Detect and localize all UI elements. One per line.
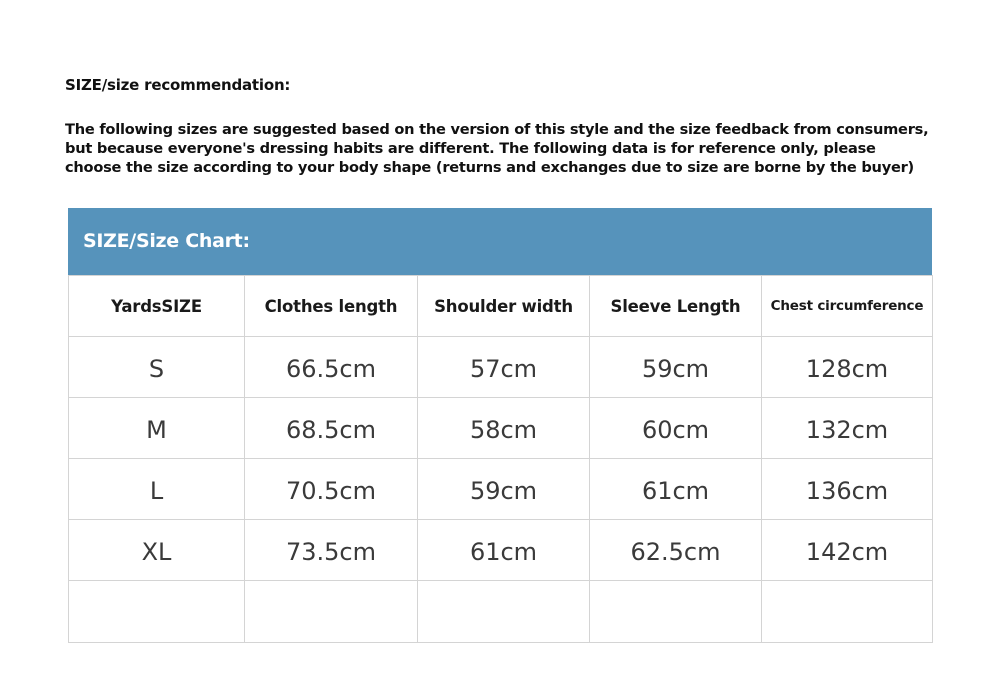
table-cell: 62.5cm — [590, 520, 762, 581]
intro-line: The following sizes are suggested based on the version of this style and the size feedback from consumers, — [65, 121, 929, 138]
table-cell: 59cm — [418, 459, 590, 520]
table-cell — [69, 581, 245, 643]
column-header-sleeve-length: Sleeve Length — [590, 276, 762, 337]
table-cell: M — [69, 398, 245, 459]
table-cell: 66.5cm — [245, 337, 418, 398]
page-heading: SIZE/size recommendation: — [65, 76, 291, 94]
column-header-clothes-length: Clothes length — [245, 276, 418, 337]
size-table — [68, 275, 933, 643]
table-cell: 132cm — [762, 398, 933, 459]
table-cell: 58cm — [418, 398, 590, 459]
table-row — [69, 337, 933, 398]
table-cell — [590, 581, 762, 643]
table-cell: S — [69, 337, 245, 398]
table-header-row — [69, 276, 933, 337]
table-cell: 61cm — [590, 459, 762, 520]
table-cell: 73.5cm — [245, 520, 418, 581]
table-cell: 136cm — [762, 459, 933, 520]
table-row-empty — [69, 581, 933, 643]
table-row — [69, 398, 933, 459]
table-cell: 128cm — [762, 337, 933, 398]
column-header-chest-circumference: Chest circumference — [762, 276, 933, 337]
intro-line: but because everyone's dressing habits are different. The following data is for reference only, please — [65, 140, 876, 157]
table-cell: 57cm — [418, 337, 590, 398]
intro-line: choose the size according to your body shape (returns and exchanges due to size are borne by the buyer) — [65, 159, 914, 176]
column-header-shoulder-width: Shoulder width — [418, 276, 590, 337]
table-cell: 70.5cm — [245, 459, 418, 520]
size-chart — [68, 208, 932, 647]
intro-paragraph — [65, 120, 965, 177]
table-cell: L — [69, 459, 245, 520]
table-cell: 68.5cm — [245, 398, 418, 459]
table-cell: 61cm — [418, 520, 590, 581]
table-cell — [762, 581, 933, 643]
size-chart-title: SIZE/Size Chart: — [68, 208, 932, 275]
table-cell — [245, 581, 418, 643]
column-header-size: YardsSIZE — [69, 276, 245, 337]
table-cell: 59cm — [590, 337, 762, 398]
table-row — [69, 459, 933, 520]
table-cell: XL — [69, 520, 245, 581]
table-row — [69, 520, 933, 581]
table-cell — [418, 581, 590, 643]
table-cell: 60cm — [590, 398, 762, 459]
table-cell: 142cm — [762, 520, 933, 581]
